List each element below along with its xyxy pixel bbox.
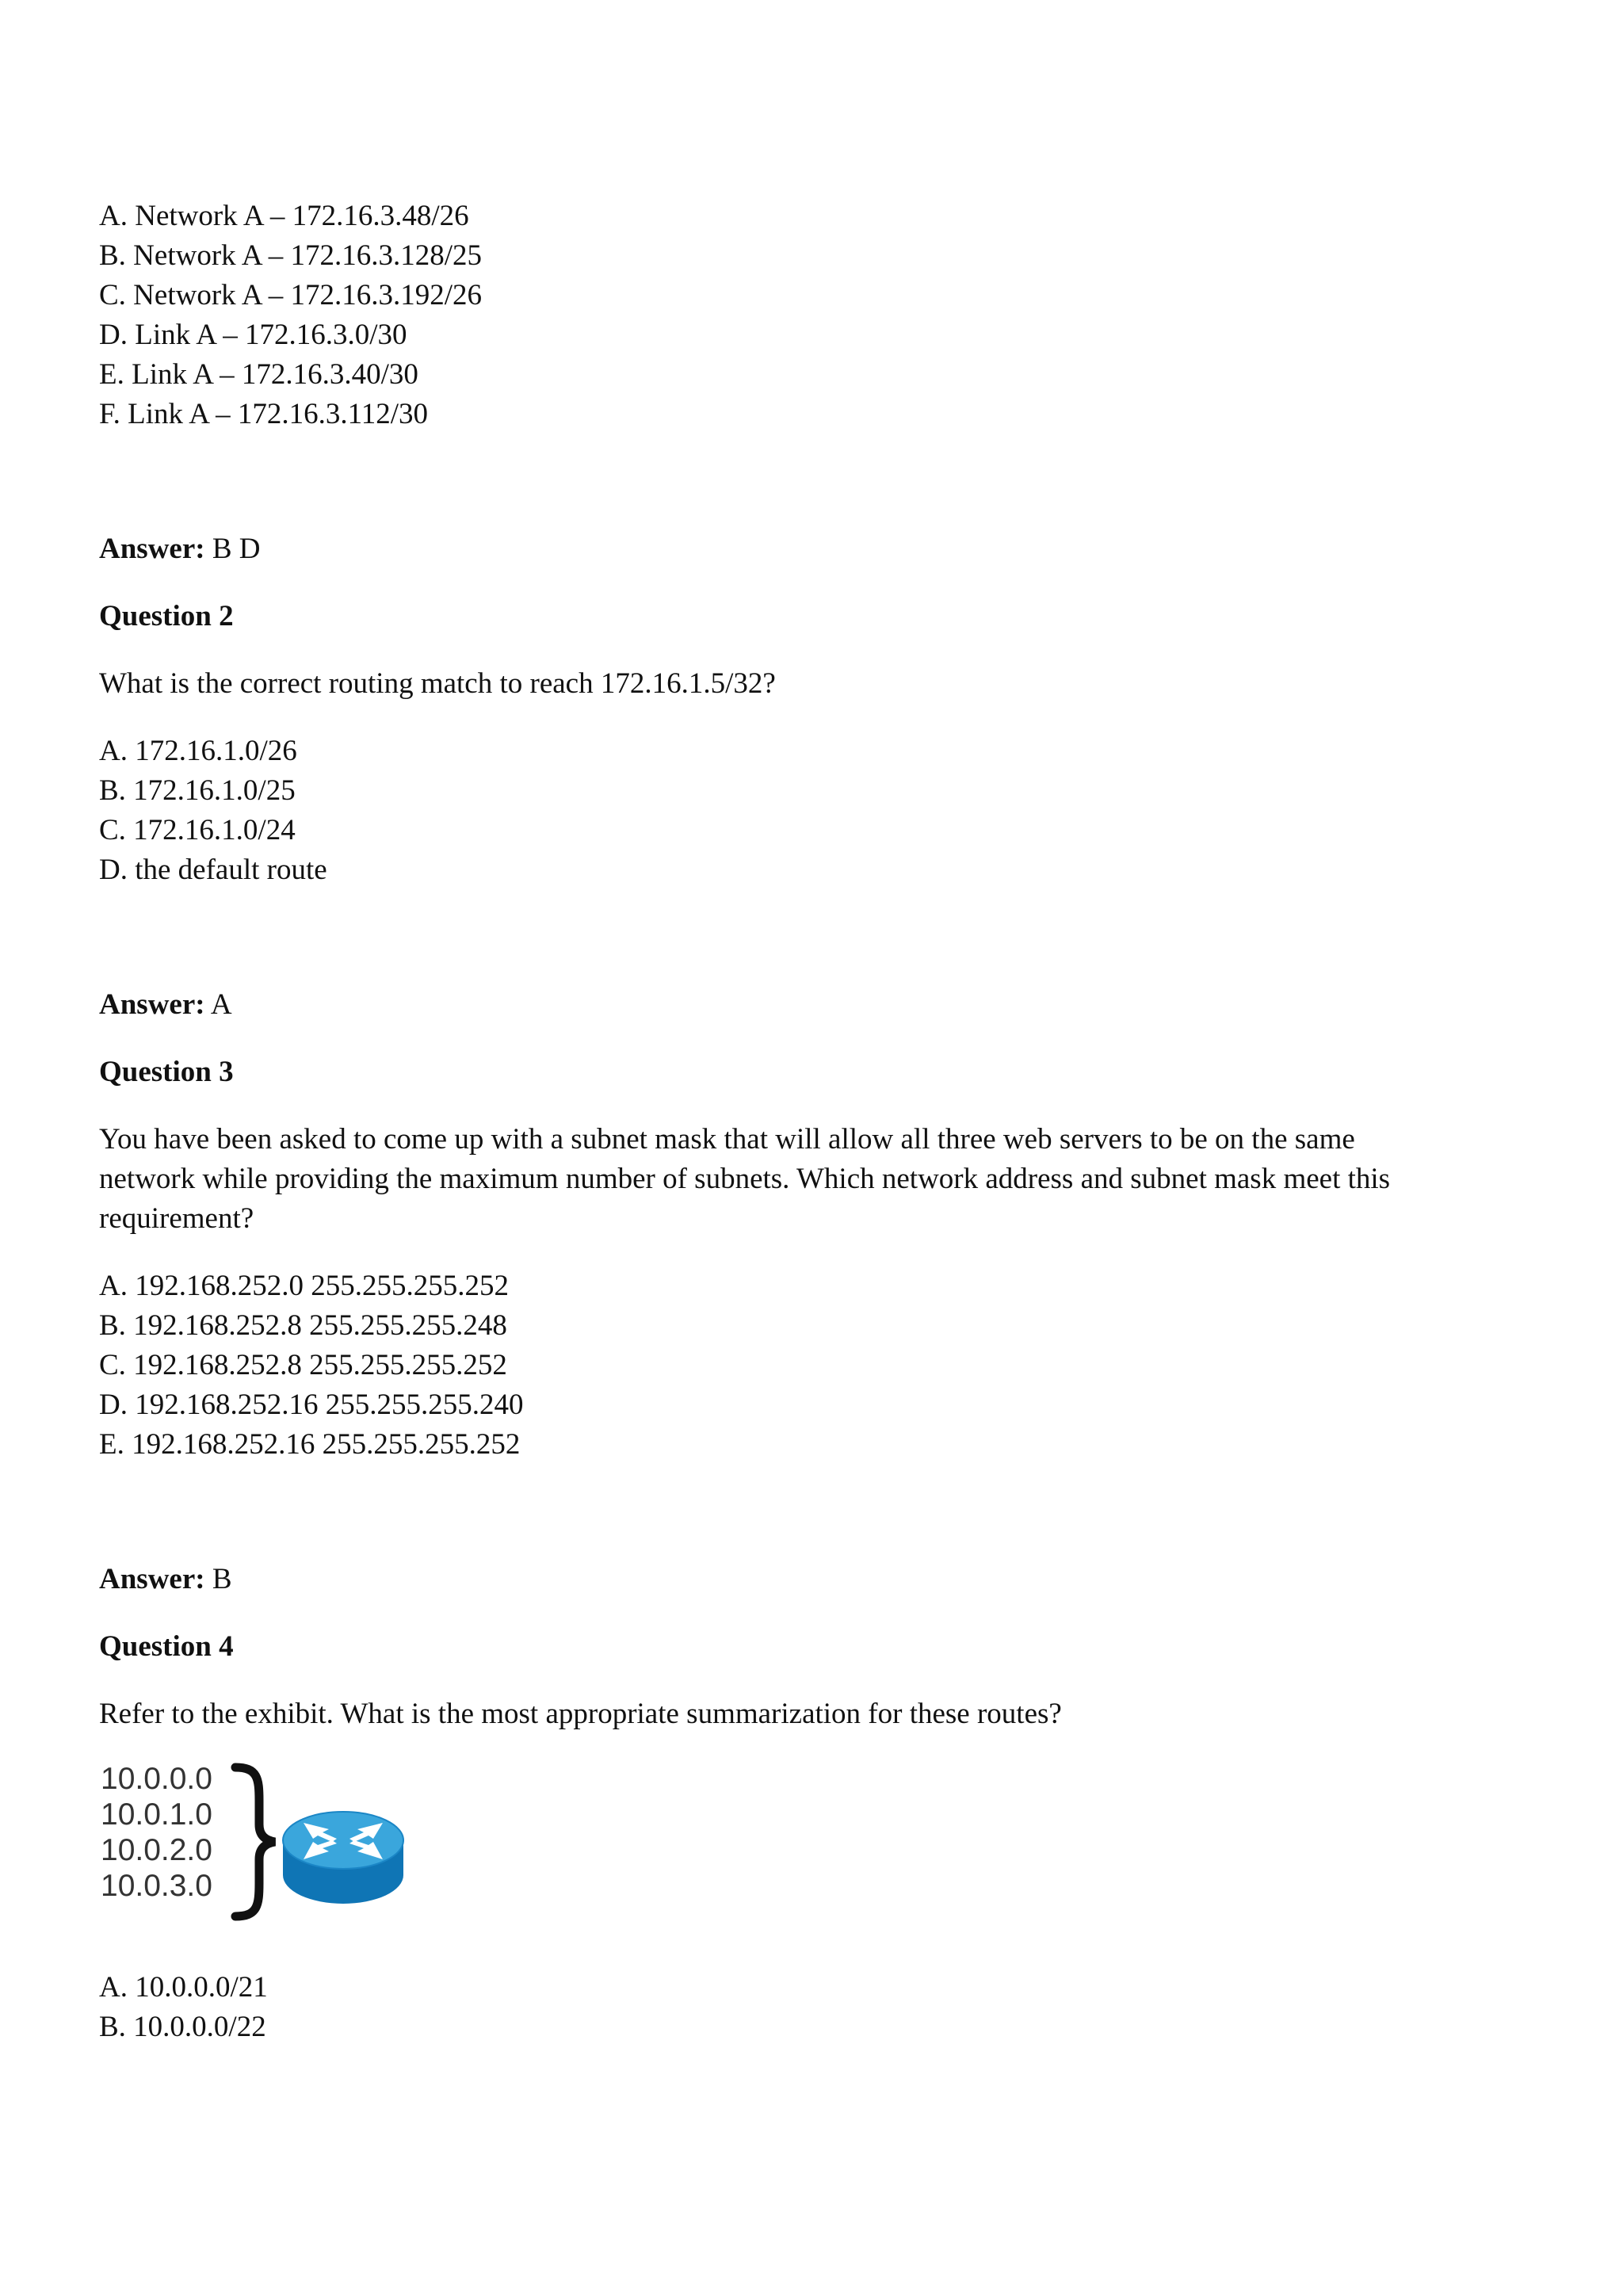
q2-option-a: A. 172.16.1.0/26 — [99, 735, 297, 767]
q4-text: Refer to the exhibit. What is the most appropriate summarization for these routes? — [99, 1698, 1062, 1730]
exhibit-route: 10.0.3.0 — [101, 1869, 212, 1903]
q2-option-c: C. 172.16.1.0/24 — [99, 814, 296, 846]
q4-option-b: B. 10.0.0.0/22 — [99, 2011, 266, 2043]
q4-title: Question 4 — [99, 1630, 234, 1663]
router-icon — [280, 1802, 407, 1913]
q1-option-c: C. Network A – 172.16.3.192/26 — [99, 279, 483, 311]
q3-option-c: C. 192.168.252.8 255.255.255.252 — [99, 1349, 507, 1381]
q2-option-b: B. 172.16.1.0/25 — [99, 774, 296, 807]
q1-option-a: A. Network A – 172.16.3.48/26 — [99, 200, 469, 232]
q3-text-line-3: requirement? — [99, 1202, 254, 1235]
q1-option-d: D. Link A – 172.16.3.0/30 — [99, 319, 407, 351]
q3-title: Question 3 — [99, 1056, 234, 1088]
q3-text-line-1: You have been asked to come up with a subnet mask that will allow all three web servers to be on the same — [99, 1123, 1355, 1156]
q2-text: What is the correct routing match to reach 172.16.1.5/32? — [99, 667, 776, 700]
answer-value: A — [210, 988, 232, 1021]
q2-answer — [99, 985, 232, 1025]
q3-option-d: D. 192.168.252.16 255.255.255.240 — [99, 1389, 524, 1421]
answer-label: Answer: — [99, 988, 205, 1021]
answer-value: B D — [212, 533, 261, 565]
q3-answer — [99, 1560, 232, 1599]
q1-option-e: E. Link A – 172.16.3.40/30 — [99, 358, 418, 391]
q2-title: Question 2 — [99, 600, 234, 632]
answer-label: Answer: — [99, 533, 205, 565]
q3-option-e: E. 192.168.252.16 255.255.255.252 — [99, 1428, 521, 1461]
q3-text-line-2: network while providing the maximum number of subnets. Which network address and subnet mask meet this — [99, 1163, 1391, 1195]
exhibit-route: 10.0.0.0 — [101, 1762, 212, 1796]
q2-option-d: D. the default route — [99, 854, 327, 886]
q4-option-a: A. 10.0.0.0/21 — [99, 1971, 268, 2004]
exhibit-route: 10.0.1.0 — [101, 1797, 212, 1832]
answer-label: Answer: — [99, 1563, 205, 1595]
q1-answer — [99, 529, 261, 569]
q4-exhibit — [99, 1761, 487, 1935]
q3-option-b: B. 192.168.252.8 255.255.255.248 — [99, 1309, 507, 1342]
curly-brace-icon — [226, 1763, 281, 1921]
exhibit-route: 10.0.2.0 — [101, 1833, 212, 1867]
q3-option-a: A. 192.168.252.0 255.255.255.252 — [99, 1270, 509, 1302]
q1-option-b: B. Network A – 172.16.3.128/25 — [99, 239, 483, 272]
exhibit-route-list — [101, 1761, 212, 1904]
answer-value: B — [212, 1563, 232, 1595]
q1-option-f: F. Link A – 172.16.3.112/30 — [99, 398, 429, 430]
